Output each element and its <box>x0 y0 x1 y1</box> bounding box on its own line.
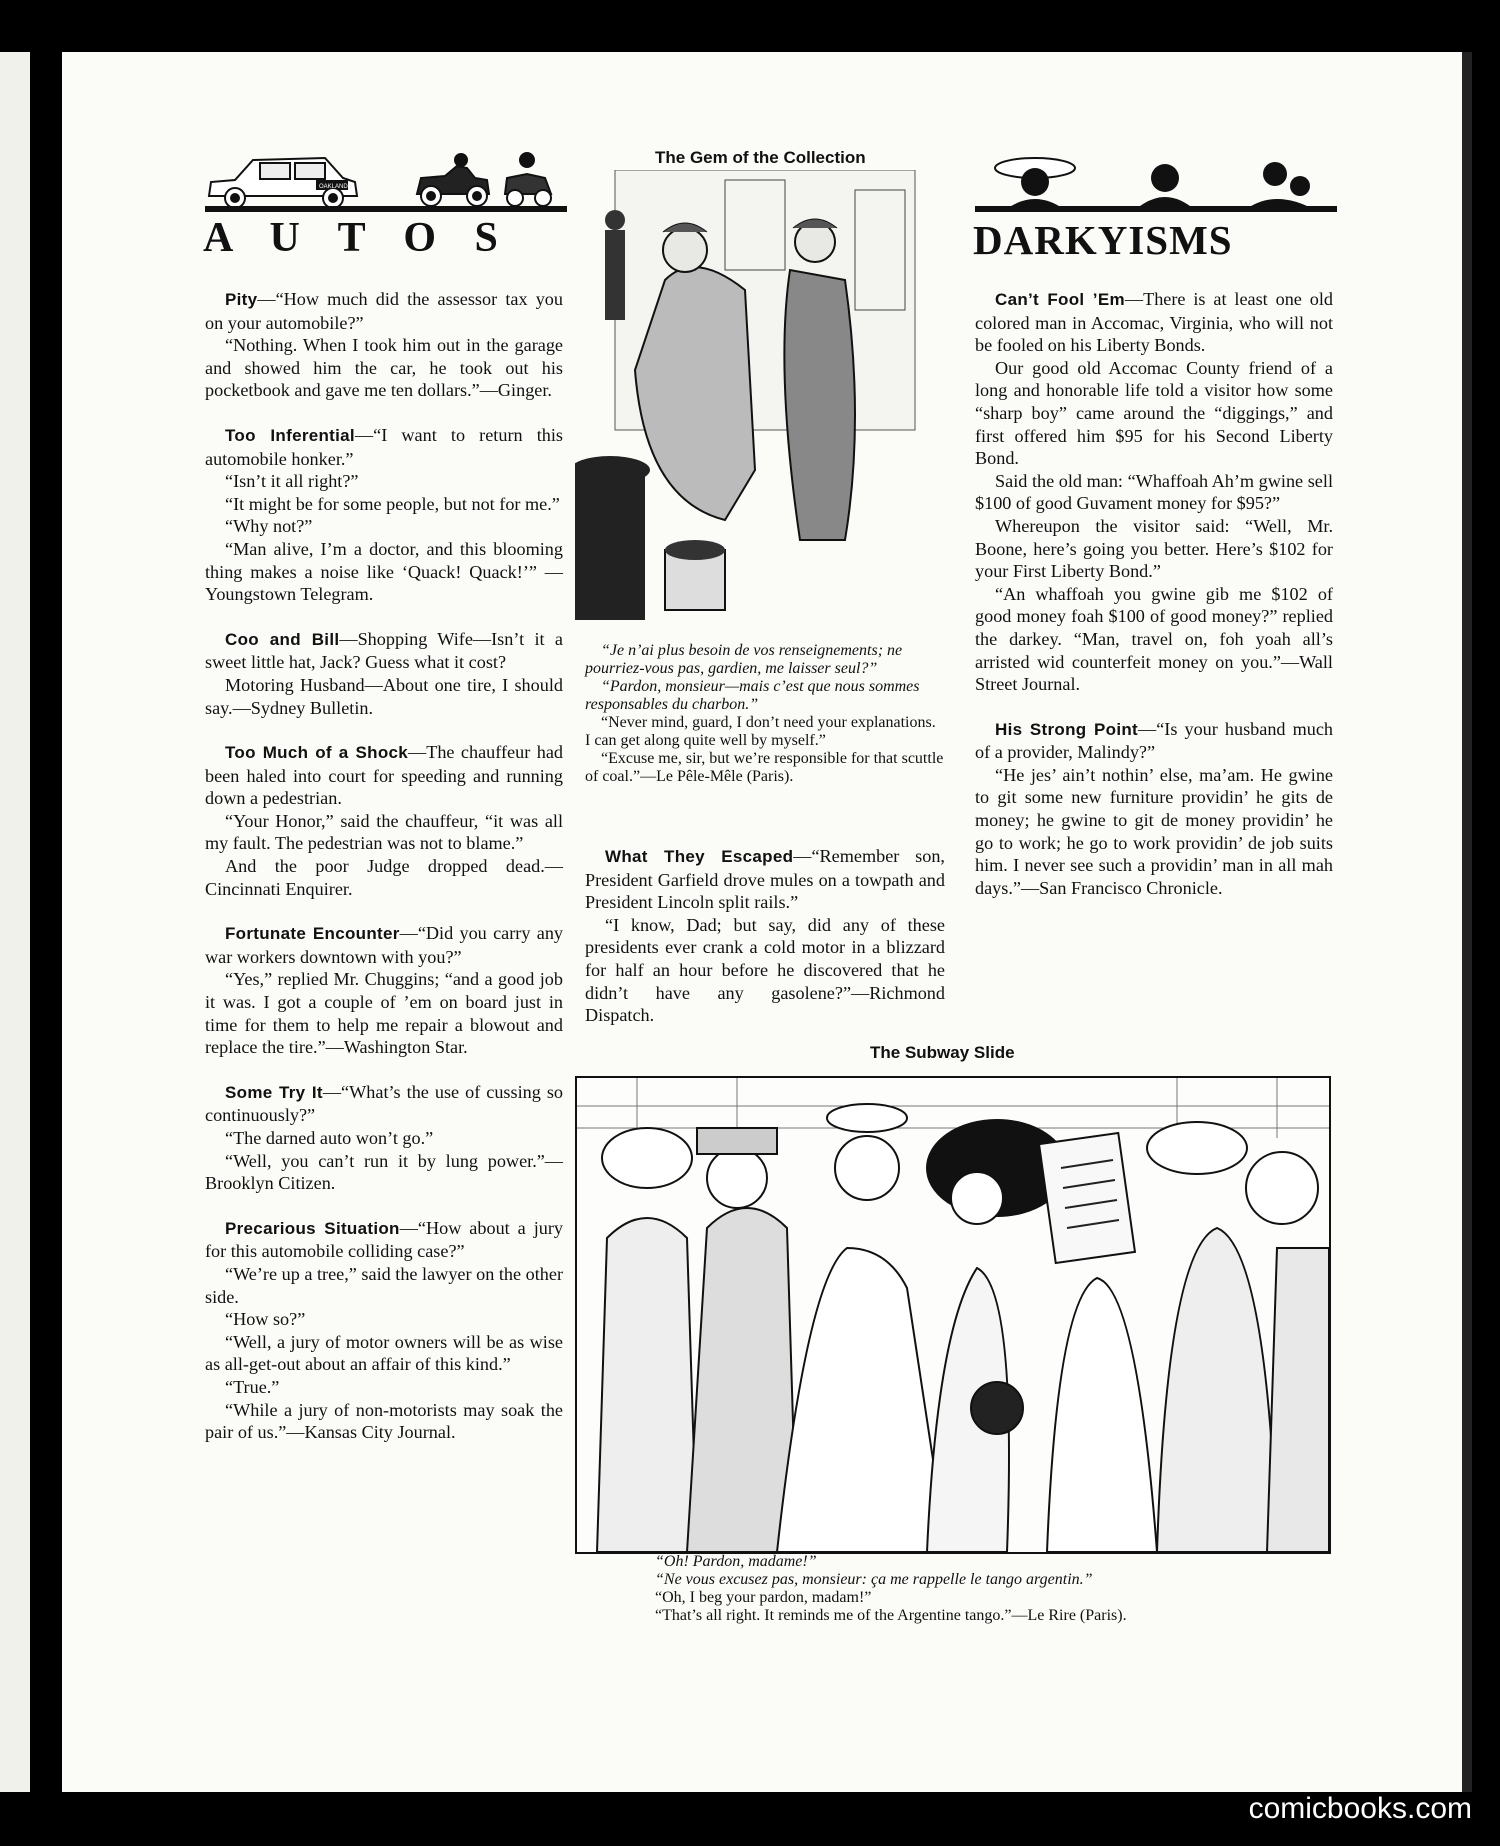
darkyisms-item-text: Whereupon the visitor said: “Well, Mr. Boone, here’s going you better. Here’s $102 for your First Liberty Bond.” <box>975 515 1333 582</box>
autos-item-text: “Your Honor,” said the chauffeur, “it was all my fault. The pedestrian was not to blame.” <box>205 810 563 854</box>
darkyisms-items <box>975 288 1333 899</box>
escaped-heading: What They Escaped <box>605 847 794 866</box>
darkyisms-header-illustration <box>975 148 1333 210</box>
autos-item-6-para-1 <box>205 1263 563 1308</box>
autos-item-text: “Man alive, I’m a doctor, and this blooming thing makes a noise like ‘Quack! Quack!’” — Youngstown Telegram. <box>205 538 563 605</box>
gem-caption-line: “Pardon, monsieur—mais c’est que nous sommes responsables du charbon.” <box>585 678 920 713</box>
autos-item-5-para-1 <box>205 1127 563 1150</box>
escaped-para-1: “I know, Dad; but say, did any of these presidents ever crank a cold motor in a blizzard for half an hour before he discovered that he didn’t have any gasolene?”—Richmond Dispatch. <box>585 914 945 1026</box>
autos-item-6-para-2 <box>205 1308 563 1331</box>
darkyisms-item-0-para-2 <box>975 470 1333 515</box>
autos-item-text: —The chauffeur had been haled into court for speeding and running down a pedestrian. <box>205 742 563 809</box>
autos-item-1-para-0 <box>205 424 563 470</box>
subway-caption <box>655 1553 1335 1625</box>
autos-item-text: “Yes,” replied Mr. Chuggins; “and a good job it was. I got a couple of ’em on board just in time for them to help me repair a blowout and replace the tire.”—Washington Star. <box>205 969 563 1058</box>
subway-caption-1: “Ne vous excusez pas, monsieur: ça me rappelle le tango argentin.” <box>655 1571 1093 1588</box>
autos-item-heading: Coo and Bill <box>225 629 340 649</box>
autos-item-4-para-1 <box>205 968 563 1058</box>
autos-item-1-para-1 <box>205 470 563 493</box>
autos-item-text: “How so?” <box>225 1309 306 1330</box>
gem-caption-lines <box>585 642 945 786</box>
darkyisms-item-text: Our good old Accomac County friend of a long and honorable life told a visitor how some “sharp boy” came around the “diggings,” and first offered him $95 for his Second Liberty Bond. <box>975 357 1333 469</box>
darkyisms-item-1-para-0 <box>975 718 1333 764</box>
darkyisms-item-text: —There is at least one old colored man in Accomac, Virginia, who will not be fooled on his Liberty Bonds. <box>975 289 1333 356</box>
autos-item-5-para-0 <box>205 1081 563 1127</box>
autos-item-text: “Isn’t it all right?” <box>225 471 359 492</box>
autos-item-text: “Nothing. When I took him out in the garage and showed him the car, he took out his pocketbook and gave me ten dollars.”—Ginger. <box>205 335 563 401</box>
autos-item-3-para-2 <box>205 855 563 900</box>
autos-item-text: And the poor Judge dropped dead.—Cincinnati Enquirer. <box>205 856 563 899</box>
darkyisms-item-heading: His Strong Point <box>995 719 1139 739</box>
darkyisms-rule <box>975 206 1337 212</box>
autos-item-6-para-5 <box>205 1399 563 1444</box>
autos-item-heading: Pity <box>225 290 258 309</box>
autos-item-0-para-0 <box>205 288 563 334</box>
facing-page-edge <box>0 52 30 1792</box>
darkyisms-item-text: “He jes’ ain’t nothin’ else, ma’am. He gwine to git some new furniture providin’ he gits de money; he gwine to git de money providin’ he go to work; he go to work providin’ de job suits him. I never see such a providin’ man in all mah days.”—San Francisco Chronicle. <box>975 764 1333 898</box>
darkyisms-item-0-para-0 <box>975 288 1333 357</box>
car-plate-text: OAKLAND <box>319 184 348 190</box>
autos-item-1-para-4 <box>205 538 563 606</box>
autos-item-text: —“What’s the use of cussing so continuously?” <box>205 1081 563 1126</box>
subway-caption-3: “That’s all right. It reminds me of the Argentine tango.”—Le Rire (Paris). <box>655 1607 1127 1624</box>
subway-title: The Subway Slide <box>870 1043 1015 1062</box>
subway-caption-2: “Oh, I beg your pardon, madam!” <box>655 1589 872 1606</box>
autos-item-text: “The darned auto won’t go.” <box>225 1128 434 1148</box>
autos-item-5-para-2 <box>205 1150 563 1195</box>
autos-item-text: “It might be for some people, but not for me.” <box>225 493 560 514</box>
autos-item-text: —Shopping Wife—Isn’t it a sweet little hat, Jack? Guess what it cost? <box>205 628 563 673</box>
site-watermark: comicbooks.com <box>1248 1792 1472 1825</box>
darkyisms-title: DARKYISMS <box>973 217 1233 263</box>
autos-item-6-para-0 <box>205 1217 563 1263</box>
gem-caption <box>585 642 945 786</box>
darkyisms-item-0-para-1 <box>975 357 1333 470</box>
gem-title: The Gem of the Collection <box>655 148 866 167</box>
autos-item-text: —“Did you carry any war workers downtown with you?” <box>205 923 564 967</box>
autos-item-2-para-0 <box>205 628 563 674</box>
darkyisms-item-0-para-3 <box>975 515 1333 583</box>
autos-item-text: “True.” <box>225 1376 280 1397</box>
autos-item-text: “We’re up a tree,” said the lawyer on the other side. <box>205 1263 563 1307</box>
autos-item-text: “Why not?” <box>225 516 313 537</box>
autos-item-text: —“How about a jury for this automobile colliding case?” <box>205 1217 563 1262</box>
autos-item-3-para-1 <box>205 810 563 855</box>
gem-caption-line: “Je n’ai plus besoin de vos renseignements; ne pourriez-vous pas, gardien, me laisser seul?” <box>585 642 903 677</box>
darkyisms-item-text: —“Is your husband much of a provider, Malindy?” <box>975 718 1333 763</box>
autos-item-6-para-3 <box>205 1331 563 1376</box>
autos-item-3-para-0 <box>205 741 563 810</box>
darkyisms-item-text: Said the old man: “Whaffoah Ah’m gwine sell $100 of good Guvament money for $95?” <box>975 470 1333 514</box>
escaped-column <box>585 845 945 1027</box>
darkyisms-column <box>975 288 1333 899</box>
autos-item-text: “While a jury of non-motorists may soak the pair of us.”—Kansas City Journal. <box>205 1399 563 1443</box>
darkyisms-item-heading: Can’t Fool ’Em <box>995 290 1125 309</box>
autos-title: A U T O S <box>203 215 512 261</box>
autos-item-1-para-2 <box>205 493 563 516</box>
roadster-icon <box>417 154 489 206</box>
small-car-icon <box>505 153 551 206</box>
coal-scuttle-icon <box>665 540 725 610</box>
gem-cartoon <box>575 170 955 630</box>
autos-item-2-para-1 <box>205 674 563 719</box>
autos-items <box>205 288 563 1444</box>
gem-caption-line: “Excuse me, sir, but we’re responsible for that scuttle of coal.”—Le Pêle-Mêle (Paris). <box>585 750 944 785</box>
limousine-icon <box>209 158 357 208</box>
darkyisms-item-1-para-1 <box>975 764 1333 900</box>
autos-item-text: Motoring Husband—About one tire, I should say.—Sydney Bulletin. <box>205 674 563 718</box>
autos-item-heading: Precarious Situation <box>225 1218 400 1238</box>
subway-caption-0: “Oh! Pardon, madame!” <box>655 1553 817 1570</box>
autos-item-heading: Some Try It <box>225 1082 323 1102</box>
autos-item-text: —“How much did the assessor tax you on your automobile?” <box>205 289 563 333</box>
darkyisms-item-text: “An whaffoah you gwine gib me $102 of good money foah $100 of good money?” replied the darkey. “Man, travel on, foh yoah all’s arristed wid counterfeit money on you.”—Wall Street Journal. <box>975 583 1333 695</box>
subway-cartoon <box>575 1076 1331 1554</box>
escaped-para-0: —“Remember son, President Garfield drove mules on a towpath and President Lincoln split rails.” <box>585 846 945 913</box>
autos-item-6-para-4 <box>205 1376 563 1399</box>
autos-item-text: “Well, a jury of motor owners will be as wise as all-get-out about an affair of this kind.” <box>205 1331 563 1375</box>
autos-item-heading: Fortunate Encounter <box>225 924 400 944</box>
gem-caption-line: “Never mind, guard, I don’t need your explanations. I can get along quite well by myself.” <box>585 714 936 749</box>
autos-column <box>205 288 563 1444</box>
autos-rule <box>205 206 567 212</box>
darkyisms-item-0-para-4 <box>975 583 1333 696</box>
autos-item-text: “Well, you can’t run it by lung power.”—Brooklyn Citizen. <box>205 1150 563 1194</box>
statue-icon <box>605 210 625 320</box>
autos-item-0-para-1 <box>205 334 563 402</box>
autos-item-text: —“I want to return this automobile honker.” <box>205 424 563 469</box>
autos-item-heading: Too Inferential <box>225 425 355 445</box>
autos-item-4-para-0 <box>205 922 563 968</box>
autos-header-illustration <box>205 148 565 210</box>
autos-item-heading: Too Much of a Shock <box>225 743 409 763</box>
autos-item-1-para-3 <box>205 515 563 538</box>
stove-icon <box>575 456 650 620</box>
page-shadow-edge <box>1462 52 1472 1792</box>
